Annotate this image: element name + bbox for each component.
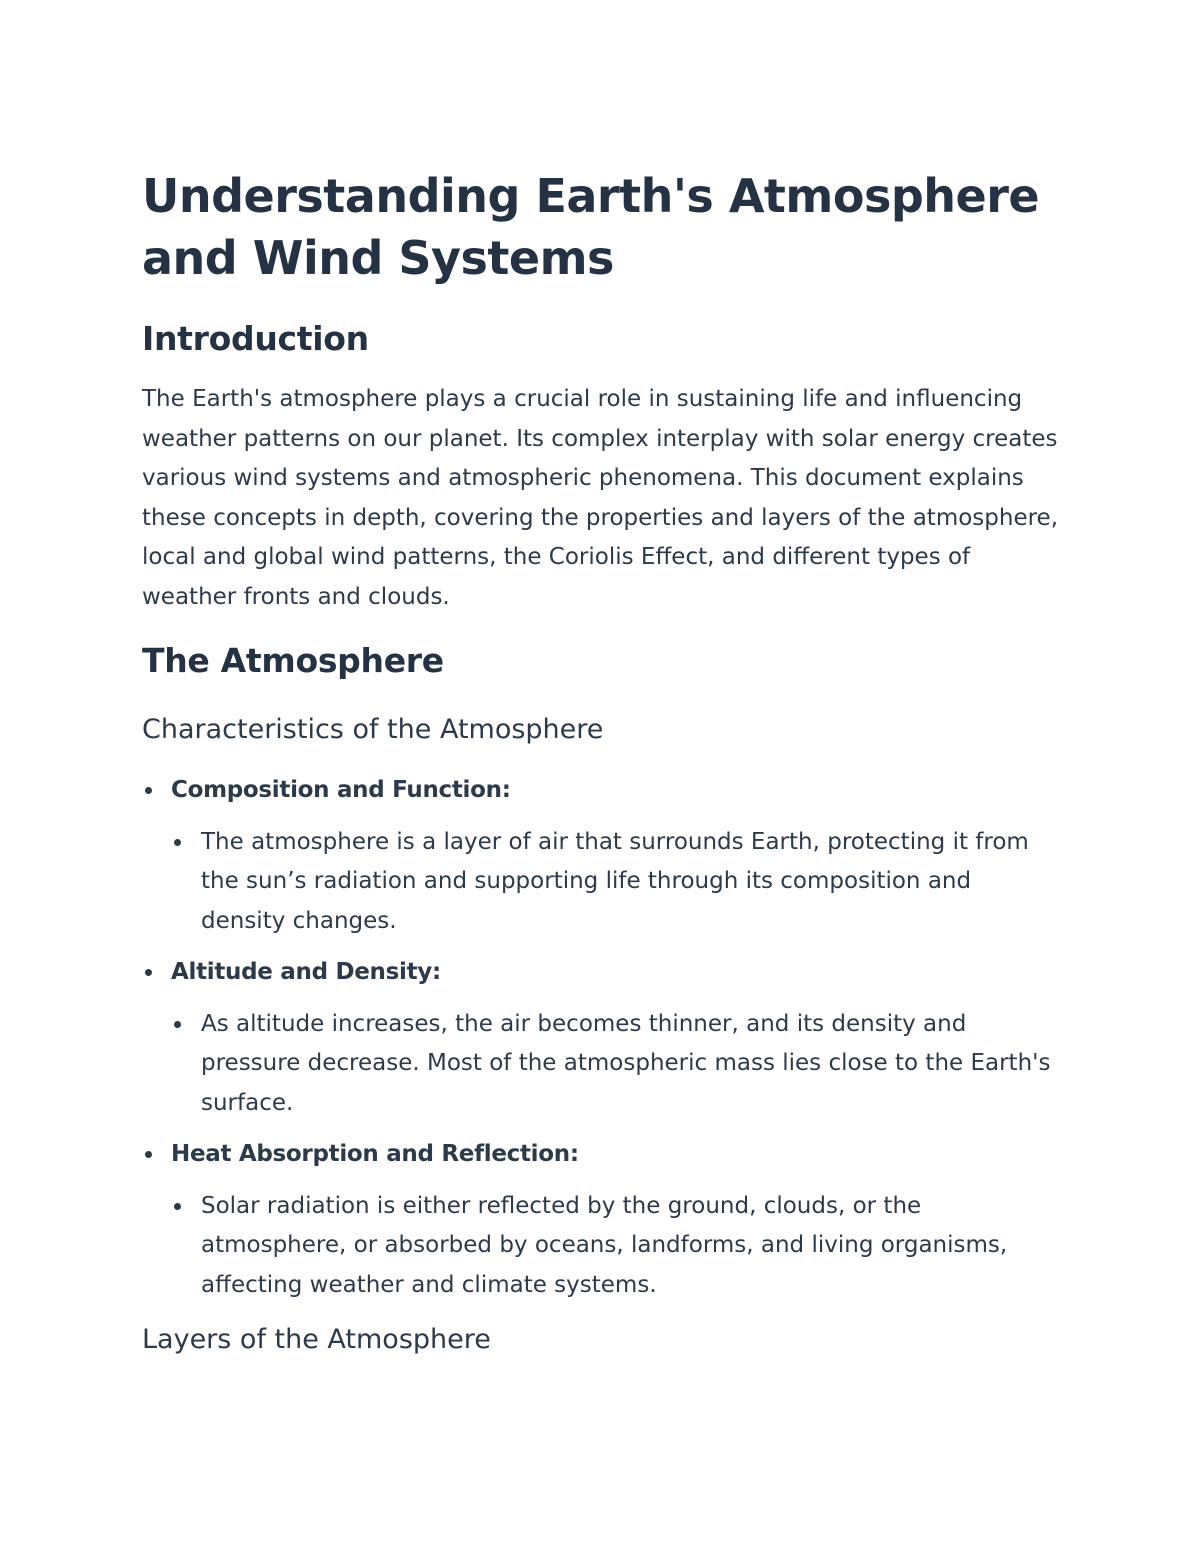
bullet-icon <box>145 969 152 976</box>
atmosphere-heading: The Atmosphere <box>142 641 444 680</box>
layers-heading: Layers of the Atmosphere <box>142 1324 491 1355</box>
sub-list <box>171 1005 1062 1124</box>
list-item <box>142 771 1062 941</box>
introduction-paragraph: The Earth's atmosphere plays a crucial role in sustaining life and influencing weather patterns on our planet. Its complex interplay with solar energy creates various wind systems and atmospheric phenomena. This document explains these concepts in depth, covering the properties and layers of the atmosphere, local and global wind patterns, the Coriolis Effect, and different types of weather fronts and clouds. <box>142 386 1059 610</box>
sub-list-item <box>171 823 1062 942</box>
sub-list-item-text: The atmosphere is a layer of air that surrounds Earth, protecting it from the sun’s radiation and supporting life through its composition and density changes. <box>201 828 1029 934</box>
sub-list <box>171 1187 1062 1306</box>
list-item <box>142 953 1062 1123</box>
sub-list <box>171 823 1062 942</box>
list-item <box>142 1135 1062 1305</box>
sub-list-item-text: Solar radiation is either reflected by the ground, clouds, or the atmosphere, or absorbed by oceans, landforms, and living organisms, affecting weather and climate systems. <box>201 1192 1008 1298</box>
bullet-icon <box>174 1021 181 1028</box>
document-title: Understanding Earth's Atmosphere and Wind Systems <box>142 169 1040 285</box>
bullet-icon <box>174 839 181 846</box>
sub-list-item <box>171 1005 1062 1124</box>
document-page <box>142 165 1062 1359</box>
sub-list-item <box>171 1187 1062 1306</box>
sub-list-item-text: As altitude increases, the air becomes thinner, and its density and pressure decrease. Most of the atmospheric mass lies close to the Earth's surface. <box>201 1010 1051 1116</box>
list-item-label: Heat Absorption and Reflection: <box>171 1141 579 1167</box>
bullet-icon <box>174 1203 181 1210</box>
introduction-heading: Introduction <box>142 319 369 358</box>
characteristics-heading: Characteristics of the Atmosphere <box>142 714 604 745</box>
list-item-label: Altitude and Density: <box>171 959 441 985</box>
characteristics-list <box>142 771 1062 1305</box>
list-item-label: Composition and Function: <box>171 777 511 803</box>
bullet-icon <box>145 787 152 794</box>
bullet-icon <box>145 1151 152 1158</box>
